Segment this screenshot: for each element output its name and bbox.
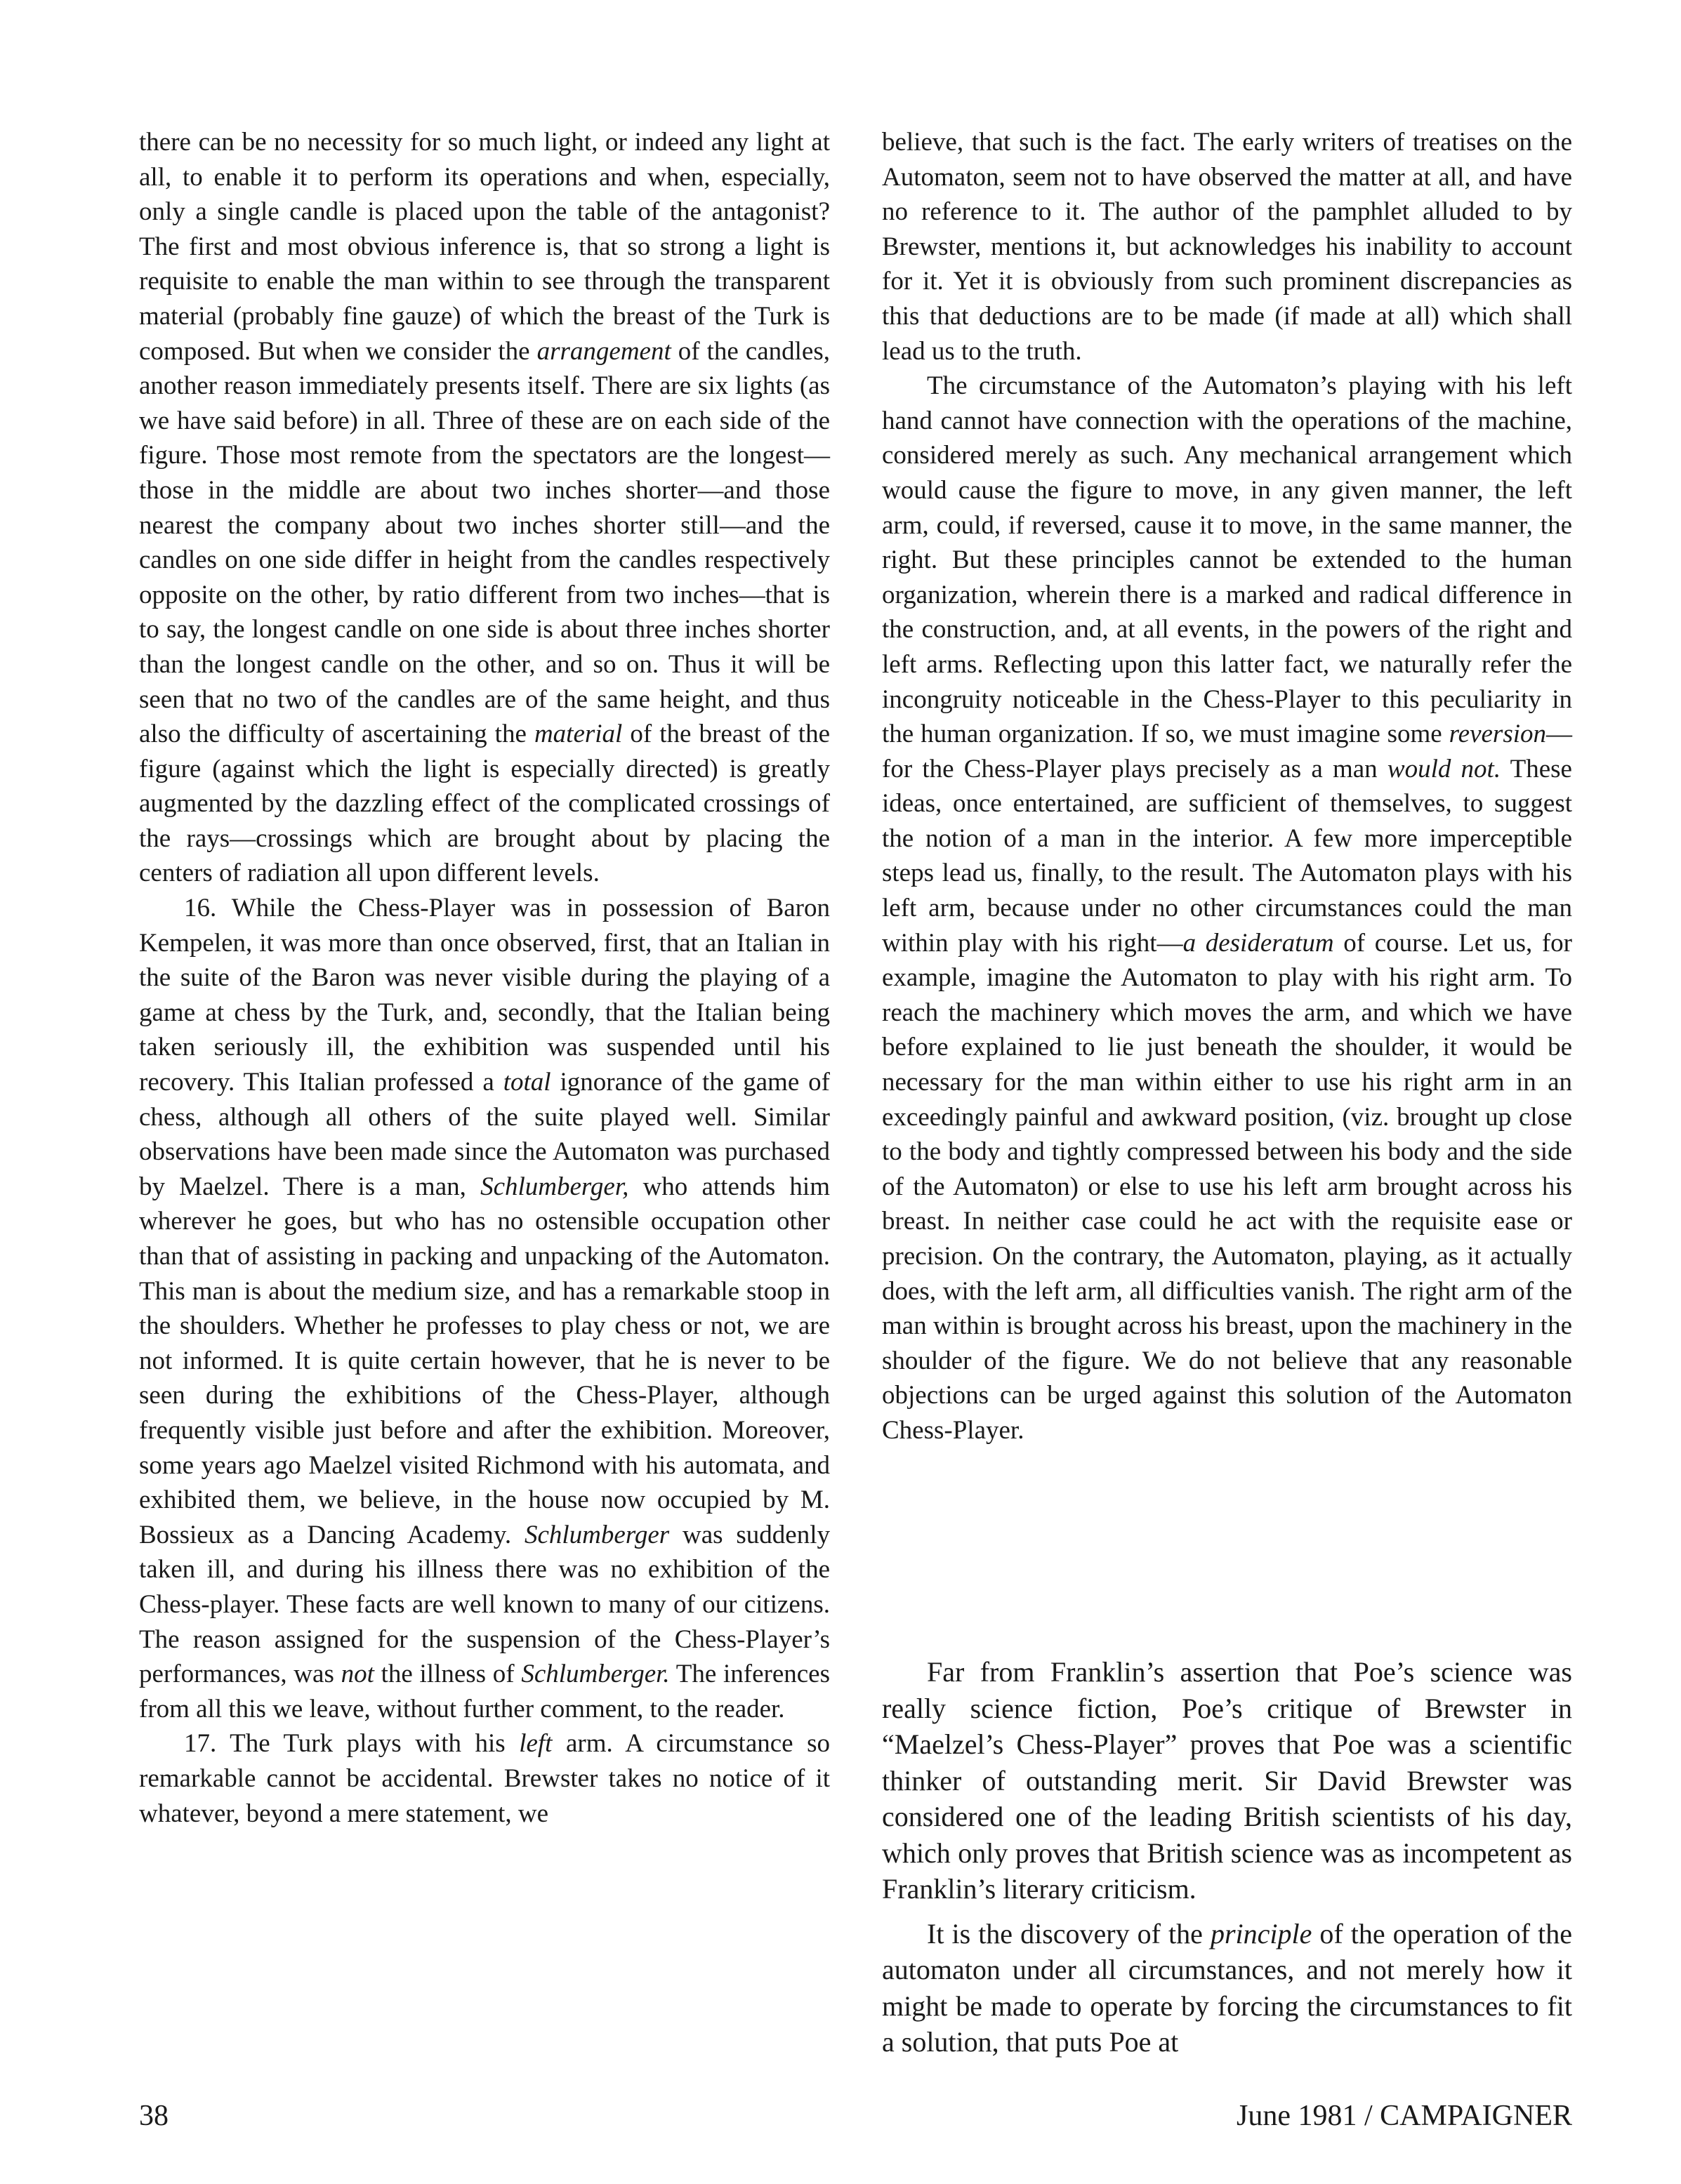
paragraph-left-hand: The circumstance of the Automaton’s playing with his left hand cannot have connection with the operations of the machine, considered merely as such. Any mechanical arrangement which would cause the figure to move, in any given manner, the left arm, could, if reversed, cause it to move, in the same manner, the right. But these principles cannot be extended to the human organization, wherein there is a marked and radical difference in the construction, and, at all events, in the powers of the right and left arms. Reflecting upon this latter fact, we naturally refer the incongruity noticeable in the Chess-Player to this peculiarity in the human organization. If so, we must imagine some reversion—for the Chess-Player plays precisely as a man would not. These ideas, once entertained, are sufficient of themselves, to suggest the notion of a man in the interior. A few more imperceptible steps lead us, finally, to the result. The Automaton plays with his left arm, because under no other circumstances could the man within play with his right—a desideratum of course. Let us, for example, imagine the Automaton to play with his right arm. To reach the machinery which moves the arm, and which we have before explained to lie just beneath the shoulder, it would be necessary for the man within either to use his right arm in an exceedingly painful and awkward position, (viz. brought up close to the body and tightly compressed between his body and the side of the Automaton) or else to use his left arm brought across his breast. In neither case could he act with the requisite ease or precision. On the contrary, the Automaton, playing, as it actually does, with the left arm, all difficulties vanish. The right arm of the man within is brought across his breast, upon the machinery in the shoulder of the figure. We do not believe that any reasonable objections can be urged against this solution of the Automaton Chess-Player. <box>882 371 1572 1445</box>
paragraph-franklin: Far from Franklin’s assertion that Poe’s science was really science fiction, Poe’s critique of Brewster in “Maelzel’s Chess-Player” proves that Poe was a scientific thinker of outstanding merit. Sir David Brewster was considered one of the leading British scientists of his day, which only proves that British science was as incompetent as Franklin’s literary criticism. <box>882 1656 1572 1905</box>
paragraph-17: 17. The Turk plays with his left arm. A circumstance so remarkable cannot be accidental. Brewster takes no notice of it whatever, beyond a mere statement, we <box>139 1729 830 1828</box>
left-column <box>139 125 830 1831</box>
paragraph-principle: It is the discovery of the principle of the operation of the automaton under all circumstances, and not merely how it might be made to operate by forcing the circumstances to fit a solution, that puts Poe at <box>882 1917 1572 2058</box>
issue-line: June 1981 / CAMPAIGNER <box>1237 2100 1572 2132</box>
paragraph-16: 16. While the Chess-Player was in possession of Baron Kempelen, it was more than once observed, first, that an Italian in the suite of the Baron was never visible during the playing of a game at chess by the Turk, and, secondly, that the Italian being taken seriously ill, the exhibition was suspended until his recovery. This Italian professed a total ignorance of the game of chess, although all others of the suite played well. Similar observations have been made since the Automaton was purchased by Maelzel. There is a man, Schlumberger, who attends him wherever he goes, but who has no ostensible occupation other than that of assisting in packing and unpacking of the Automaton. This man is about the medium size, and has a remarkable stoop in the shoulders. Whether he professes to play chess or not, we are not informed. It is quite certain however, that he is never to be seen during the exhibitions of the Chess-Player, although frequently visible just before and after the exhibition. Moreover, some years ago Maelzel visited Richmond with his automata, and exhibited them, we believe, in the house now occupied by M. Bossieux as a Dancing Academy. Schlumberger was suddenly taken ill, and during his illness there was no exhibition of the Chess-player. These facts are well known to many of our citizens. The reason assigned for the suspension of the Chess-Player’s performances, was not the illness of Schlumberger. The inferences from all this we leave, without further comment, to the reader. <box>139 894 830 1723</box>
page-number: 38 <box>139 2100 169 2132</box>
right-column <box>882 125 1572 1448</box>
paragraph-continuation: believe, that such is the fact. The early writers of treatises on the Automaton, seem not to have observed the matter at all, and have no reference to it. The author of the pamphlet alluded to by Brewster, mentions it, but acknowledges his inability to account for it. Yet it is obviously from such prominent discrepancies as this that deductions are to be made (if made at all) which shall lead us to the truth. <box>882 128 1572 366</box>
commentary-block <box>882 1654 1572 2069</box>
paragraph-candles: there can be no necessity for so much light, or indeed any light at all, to enable it to perform its operations and when, especially, only a single candle is placed upon the table of the antagonist? The first and most obvious inference is, that so strong a light is requisite to enable the man within to see through the transparent material (probably fine gauze) of which the breast of the Turk is composed. But when we consider the arrangement of the candles, another reason immediately presents itself. There are six lights (as we have said before) in all. Three of these are on each side of the figure. Those most remote from the spectators are the longest—those in the middle are about two inches shorter—and those nearest the company about two inches shorter still—and the candles on one side differ in height from the candles respectively opposite on the other, by ratio different from two inches—that is to say, the longest candle on one side is about three inches shorter than the longest candle on the other, and so on. Thus it will be seen that no two of the candles are of the same height, and thus also the difficulty of ascertaining the material of the breast of the figure (against which the light is especially directed) is greatly augmented by the dazzling effect of the complicated crossings of the rays—crossings which are brought about by placing the centers of radiation all upon different levels. <box>139 128 830 888</box>
